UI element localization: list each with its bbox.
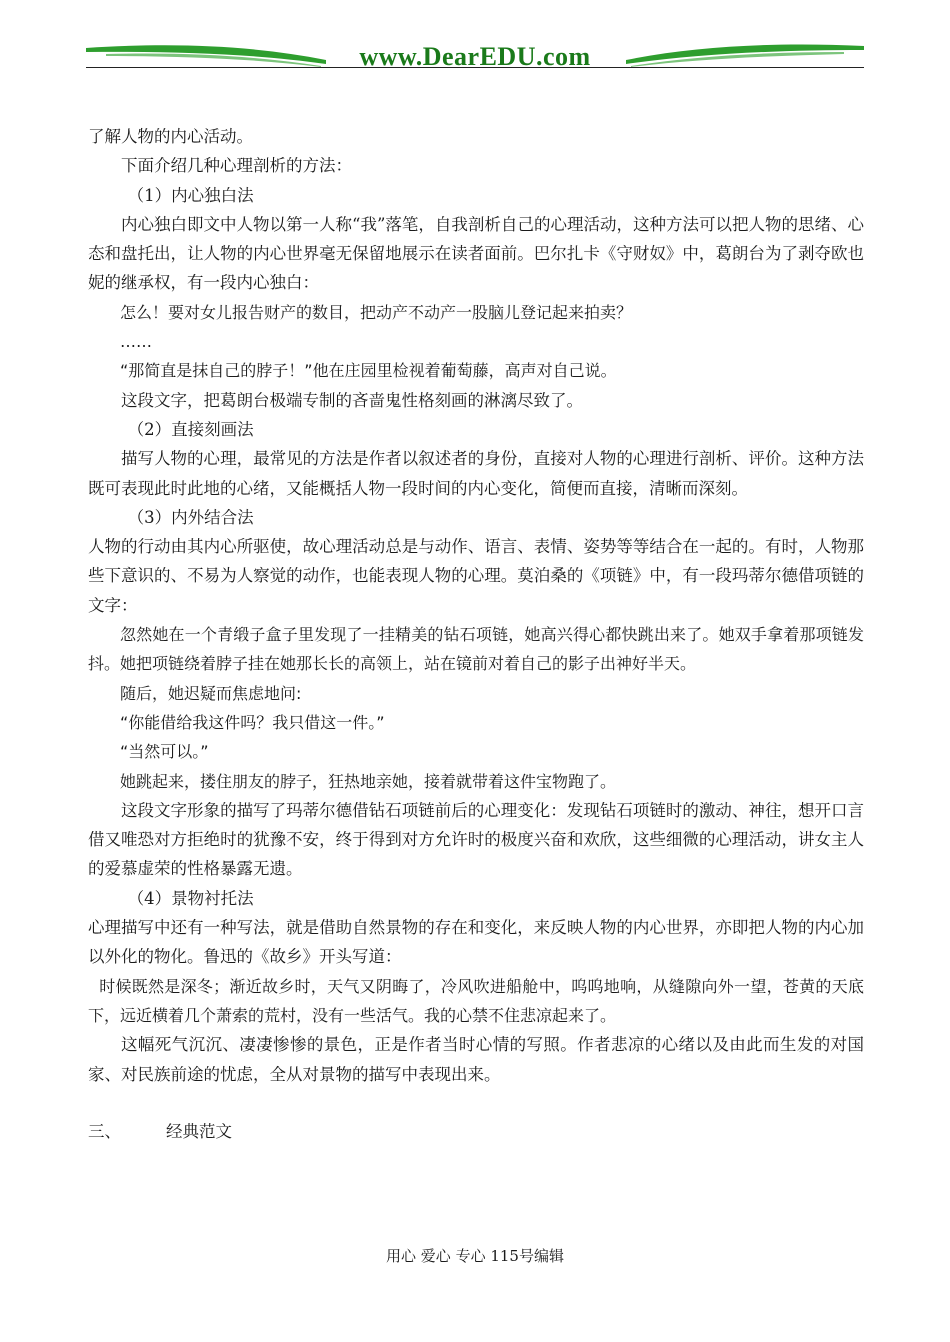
quote-line: 随后，她迟疑而焦虑地问: — [120, 683, 302, 703]
paragraph: 描写人物的心理，最常见的方法是作者以叙述者的身份，直接对人物的心理进行剖析、评价。这种方法既可表现此时此地的心绪，又能概括人物一段时间的内心变化，简便而直接，清晰而深刻。 — [88, 449, 864, 498]
spacer — [88, 1089, 864, 1117]
section-heading — [88, 1117, 864, 1146]
header-divider — [86, 67, 864, 68]
page-footer: 用心 爱心 专心 115号编辑 — [386, 1247, 564, 1265]
quote-line: 她跳起来，搂住朋友的脖子，狂热地亲她，接着就带着这件宝物跑了。 — [120, 771, 617, 791]
quote-line: “当然可以。” — [120, 742, 209, 762]
document-body — [88, 122, 864, 1146]
method-heading: （2）直接刻画法 — [127, 419, 254, 439]
site-logo-text: www.DearEDU.com — [359, 42, 591, 71]
quote-paragraph: 忽然她在一个青缎子盒子里发现了一挂精美的钻石项链，她高兴得心都快跳出来了。她双手拿着那项链发抖。她把项链绕着脖子挂在她那长长的高领上，站在镜前对着自己的影子出神好半天。 — [88, 625, 864, 674]
quote-paragraph: 时候既然是深冬；渐近故乡时，天气又阴晦了，冷风吹进船舱中，呜呜地响，从缝隙向外一望，苍黄的天底下，远近横着几个萧索的荒村，没有一些活气。我的心禁不住悲凉起来了。 — [88, 976, 864, 1025]
quote-line: “你能借给我这件吗？我只借这一件。” — [120, 712, 385, 732]
quote-line: “那简直是抹自己的脖子！”他在庄园里检视着葡萄藤，高声对自己说。 — [120, 361, 617, 381]
section-number: 三、 — [88, 1121, 121, 1141]
quote-line: …… — [120, 332, 152, 352]
paragraph: 这段文字，把葛朗台极端专制的吝啬鬼性格刻画的淋漓尽致了。 — [121, 390, 583, 410]
paragraph: 了解人物的内心活动。 — [88, 127, 253, 146]
method-heading: （1）内心独白法 — [127, 185, 254, 205]
quote-line: 怎么！要对女儿报告财产的数目，把动产不动产一股脑儿登记起来拍卖？ — [120, 302, 633, 322]
paragraph: 下面介绍几种心理剖析的方法： — [121, 156, 352, 176]
method-heading: （3）内外结合法 — [127, 507, 254, 527]
paragraph: 人物的行动由其内心所驱使，故心理活动总是与动作、语言、表情、姿势等等结合在一起的。有时，人物那些下意识的、不易为人察觉的动作，也能表现人物的心理。莫泊桑的《项链》中，有一段玛蒂尔德借项链的文字： — [88, 537, 864, 615]
method-heading: （4）景物衬托法 — [127, 888, 254, 908]
paragraph: 心理描写中还有一种写法，就是借助自然景物的存在和变化，来反映人物的内心世界，亦即把人物的内心加以外化的物化。鲁迅的《故乡》开头写道： — [88, 918, 864, 967]
paragraph: 这段文字形象的描写了玛蒂尔德借钻石项链前后的心理变化：发现钻石项链时的激动、神往，想开口言借又唯恐对方拒绝时的犹豫不安，终于得到对方允许时的极度兴奋和欢欣，这些细微的心理活动，讲女主人的爱慕虚荣的性格暴露无遗。 — [88, 800, 864, 879]
paragraph: 这幅死气沉沉、凄凄惨惨的景色，正是作者当时心情的写照。作者悲凉的心绪以及由此而生发的对国家、对民族前途的忧虑，全从对景物的描写中表现出来。 — [88, 1035, 864, 1084]
section-title: 经典范文 — [166, 1121, 232, 1141]
paragraph: 内心独白即文中人物以第一人称“我”落笔，自我剖析自己的心理活动，这种方法可以把人物的思绪、心态和盘托出，让人物的内心世界毫无保留地展示在读者面前。巴尔扎卡《守财奴》中，葛朗台为了剥夺欧也妮的继承权，有一段内心独白： — [88, 214, 864, 293]
